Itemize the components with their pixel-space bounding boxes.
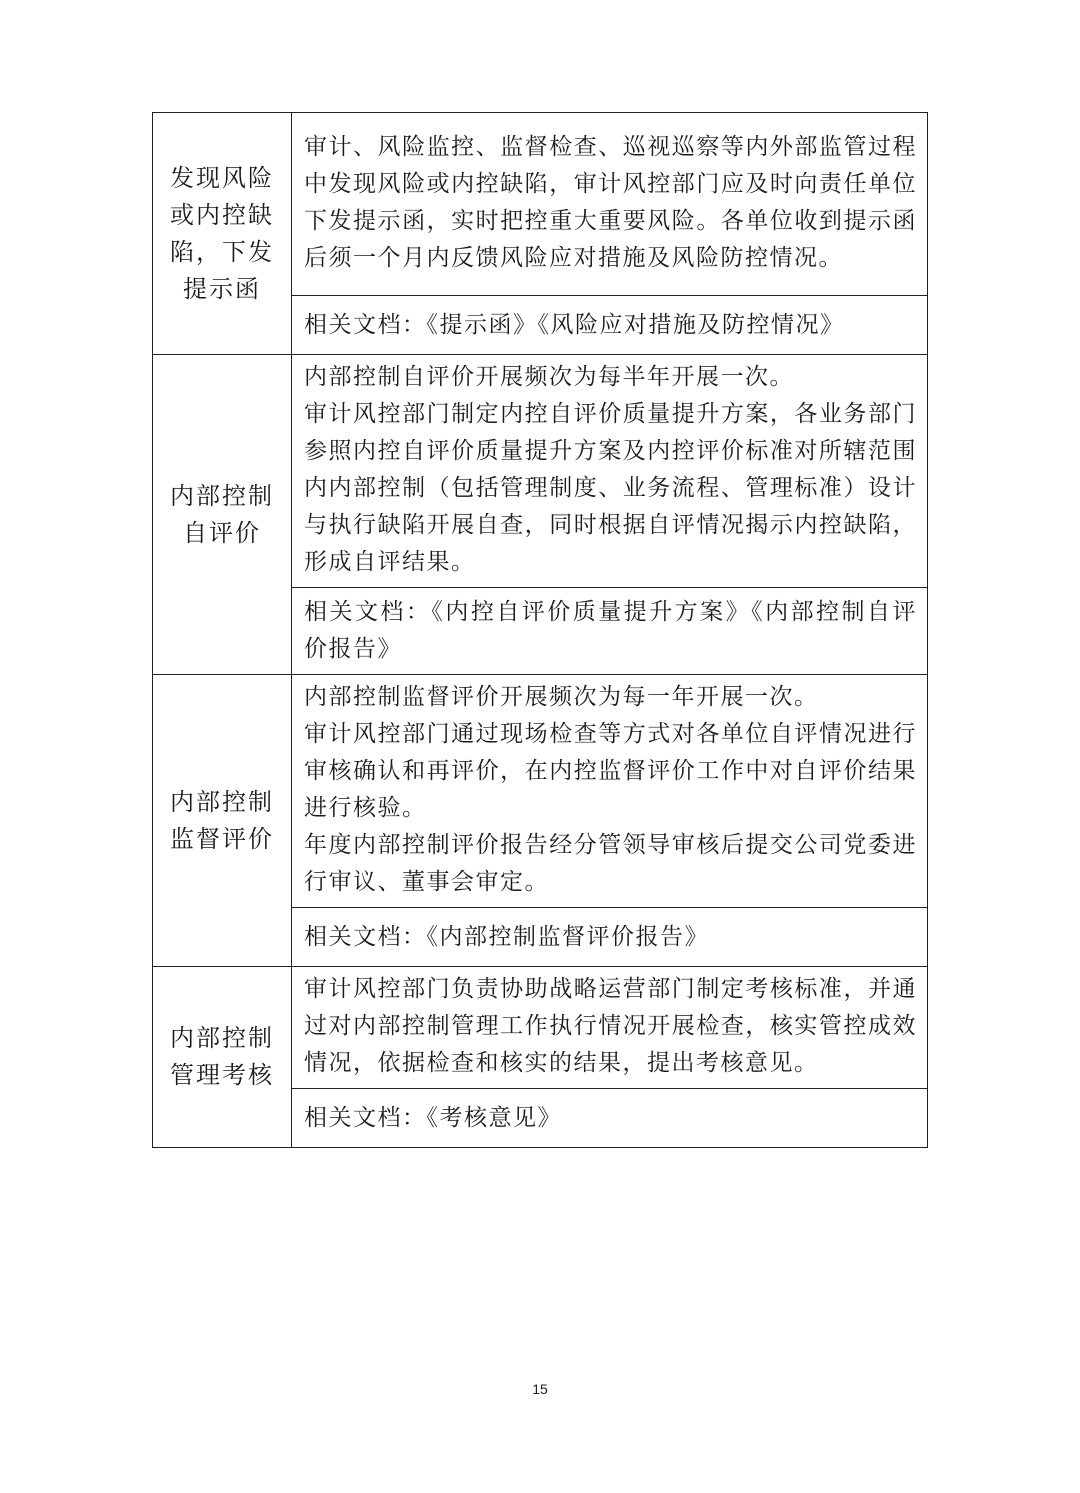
related-documents-cell [292,296,928,355]
related-documents-cell [292,908,928,967]
row-label-cell [153,113,292,355]
related-documents: 相关文档：《内部控制监督评价报告》 [304,923,709,950]
row-label-cell [153,967,292,1148]
content-paragraph: 内部控制自评价开展频次为每半年开展一次。 [304,364,794,390]
content-cell [292,113,928,296]
content-cell [292,675,928,908]
content-paragraph: 审计、风险监控、监督检查、巡视巡察等内外部监管过程中发现风险或内控缺陷，审计风控部门应及时向责任单位下发提示函，实时把控重大重要风险。各单位收到提示函后须一个月内反馈风险应对措施及风险防控情况。 [304,134,917,271]
row-label: 内部控制自评价 [170,481,274,547]
related-documents: 相关文档：《考核意见》 [304,1104,562,1131]
table-row [153,967,928,1089]
table-row [153,355,928,588]
row-label: 内部控制监督评价 [170,787,274,853]
row-label: 内部控制管理考核 [170,1024,274,1089]
row-label-cell [153,675,292,967]
table-row [153,675,928,908]
related-documents: 相关文档：《内控自评价质量提升方案》《内部控制自评价报告》 [304,599,917,662]
process-table [152,112,928,1148]
related-documents: 相关文档：《提示函》《风险应对措施及防控情况》 [304,311,845,338]
table-row [153,113,928,296]
content-paragraph: 审计风控部门通过现场检查等方式对各单位自评情况进行审核确认和再评价，在内控监督评价工作中对自评价结果进行核验。 [304,721,917,821]
page-number: 15 [532,1381,548,1397]
row-label: 发现风险或内控缺陷，下发提示函 [170,163,274,303]
content-cell [292,967,928,1089]
related-documents-cell [292,1089,928,1148]
content-paragraph: 审计风控部门负责协助战略运营部门制定考核标准，并通过对内部控制管理工作执行情况开展检查，核实管控成效情况，依据检查和核实的结果，提出考核意见。 [304,976,917,1076]
content-paragraph: 年度内部控制评价报告经分管领导审核后提交公司党委进行审议、董事会审定。 [304,832,917,895]
related-documents-cell [292,588,928,675]
row-label-cell [153,355,292,675]
content-cell [292,355,928,588]
content-paragraph: 内部控制监督评价开展频次为每一年开展一次。 [304,684,819,710]
content-paragraph: 审计风控部门制定内控自评价质量提升方案，各业务部门参照内控自评价质量提升方案及内控评价标准对所辖范围内内部控制（包括管理制度、业务流程、管理标准）设计与执行缺陷开展自查，同时根据自评情况揭示内控缺陷，形成自评结果。 [304,401,917,575]
